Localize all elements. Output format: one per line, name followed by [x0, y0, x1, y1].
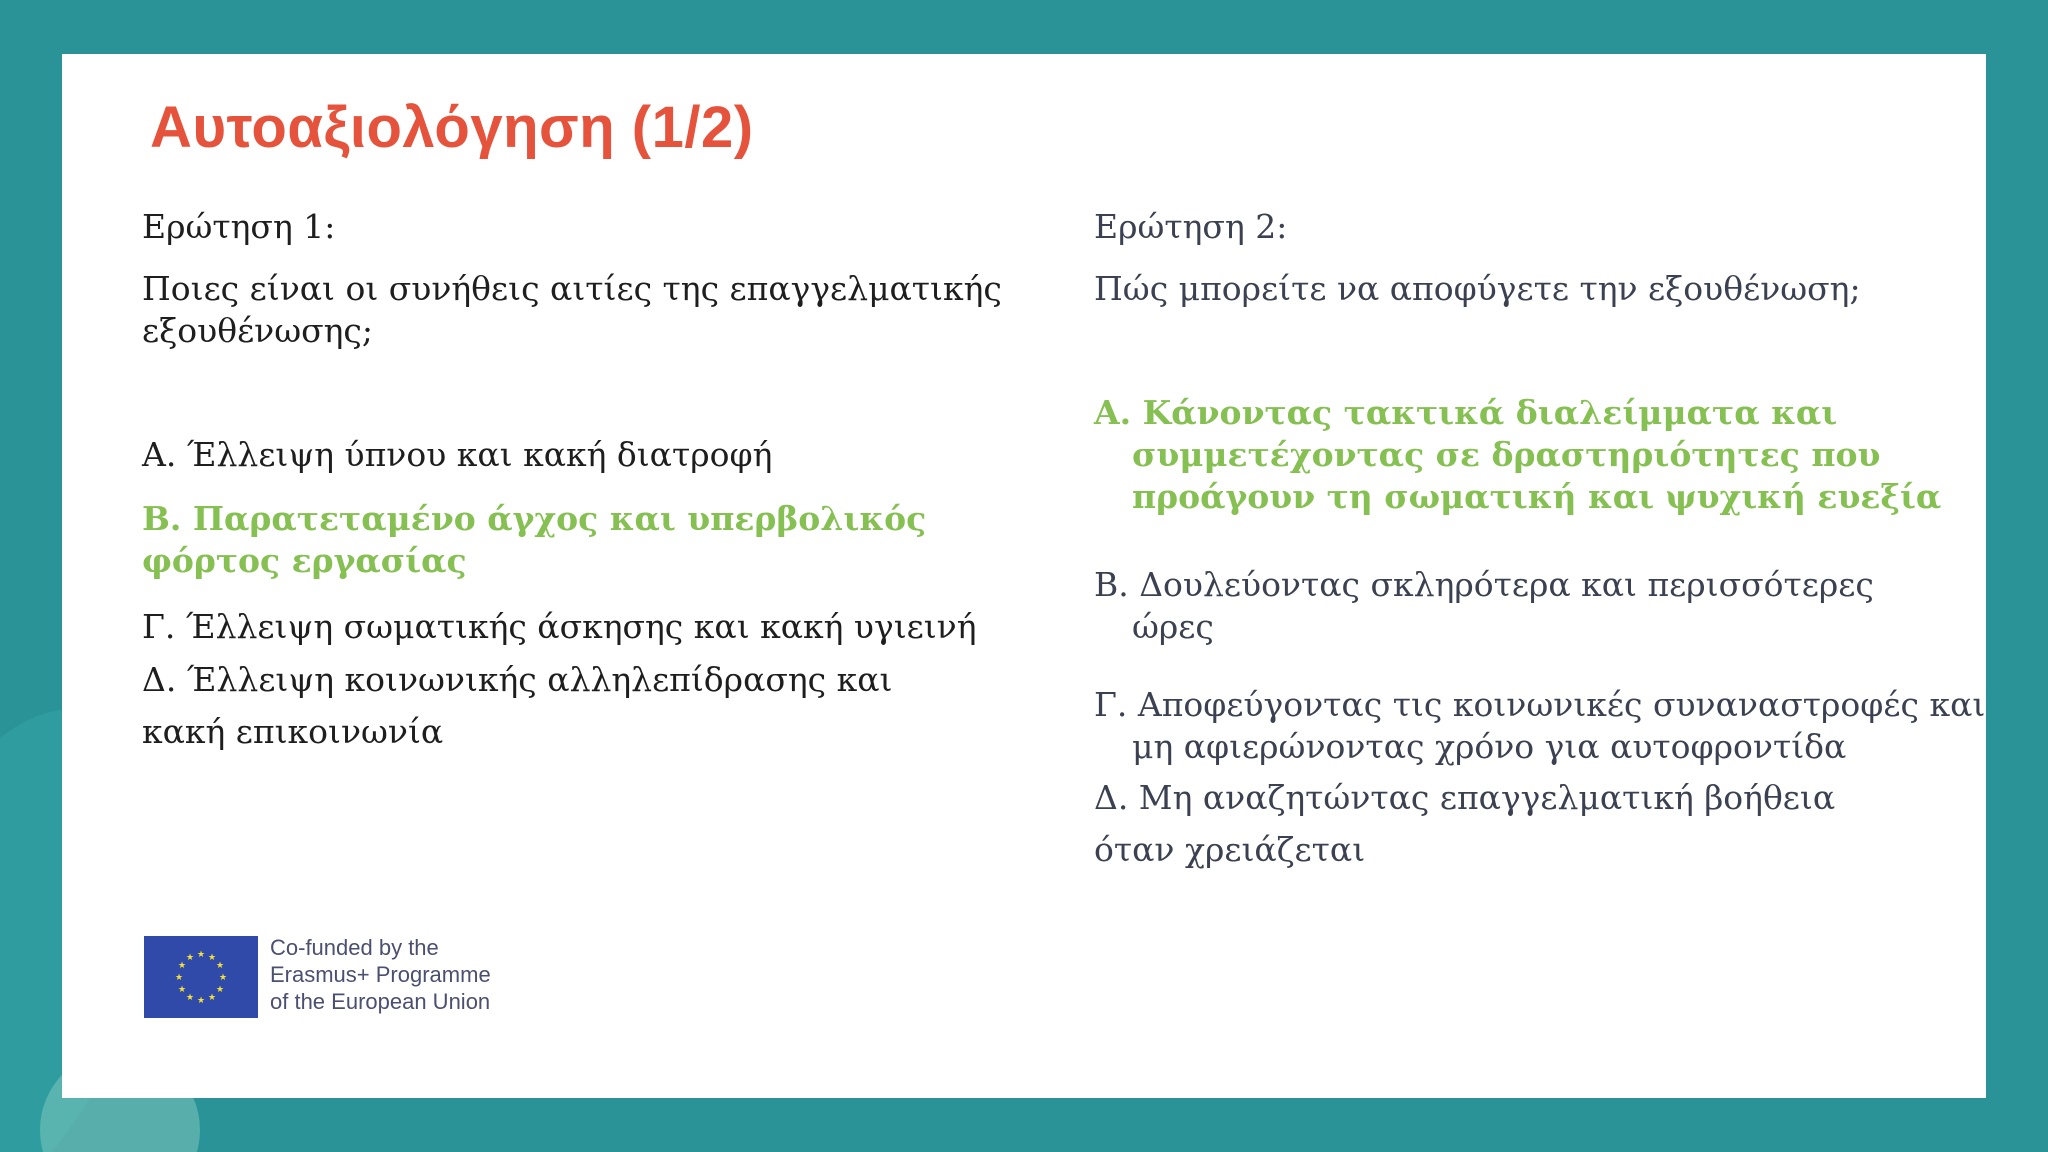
question-2-answer-b: Β. Δουλεύοντας σκληρότερα και περισσότερες ώρες	[1094, 565, 1874, 646]
question-2-heading: Ερώτηση 2:	[1094, 207, 1288, 246]
erasmus-logo	[144, 934, 524, 1020]
svg-text:★: ★	[207, 953, 217, 963]
slide-content	[62, 54, 1986, 1098]
svg-text:★: ★	[174, 973, 184, 983]
svg-text:★: ★	[196, 996, 206, 1006]
logo-line-2: Erasmus+ Programme	[270, 962, 491, 987]
question-1-heading: Ερώτηση 1:	[142, 207, 336, 246]
question-1-answer-a: Α. Έλλειψη ύπνου και κακή διατροφή	[142, 435, 773, 474]
question-2-text: Πώς μπορείτε να αποφύγετε την εξουθένωση;	[1094, 269, 1861, 308]
svg-text:★: ★	[207, 993, 217, 1003]
erasmus-logo-text	[270, 934, 491, 1015]
question-2-answer-a-correct: Α. Κάνοντας τακτικά διαλείμματα και συμμετέχοντας σε δραστηριότητες που προάγουν τη σωματική και ψυχική ευεξία	[1094, 393, 1942, 516]
eu-flag-icon	[144, 936, 258, 1018]
svg-text:★: ★	[215, 985, 225, 995]
svg-text:★: ★	[177, 961, 187, 971]
svg-text:★: ★	[196, 950, 206, 960]
svg-text:★: ★	[177, 985, 187, 995]
svg-text:★: ★	[185, 993, 195, 1003]
question-1-answer-b-correct: Β. Παρατεταμένο άγχος και υπερβολικός φόρτος εργασίας	[142, 499, 927, 580]
svg-text:★: ★	[218, 973, 228, 983]
question-2-answer-c: Γ. Αποφεύγοντας τις κοινωνικές συναναστροφές και μη αφιερώνοντας χρόνο για αυτοφροντίδα	[1094, 685, 1986, 766]
svg-text:★: ★	[215, 961, 225, 971]
question-1-text: Ποιες είναι οι συνήθεις αιτίες της επαγγελματικής εξουθένωσης;	[142, 269, 1002, 350]
logo-line-1: Co-funded by the	[270, 935, 439, 960]
question-2-answer-d: Δ. Μη αναζητώντας επαγγελματική βοήθεια όταν χρειάζεται	[1094, 778, 1836, 869]
logo-line-3: of the European Union	[270, 989, 491, 1014]
svg-text:★: ★	[185, 953, 195, 963]
question-1-answer-d: Δ. Έλλειψη κοινωνικής αλληλεπίδρασης και κακή επικοινωνία	[142, 660, 893, 751]
eu-flag-stars	[144, 936, 258, 1018]
question-1-answer-c: Γ. Έλλειψη σωματικής άσκησης και κακή υγιεινή	[142, 607, 977, 646]
slide-title: Αυτοαξιολόγηση (1/2)	[150, 95, 754, 160]
